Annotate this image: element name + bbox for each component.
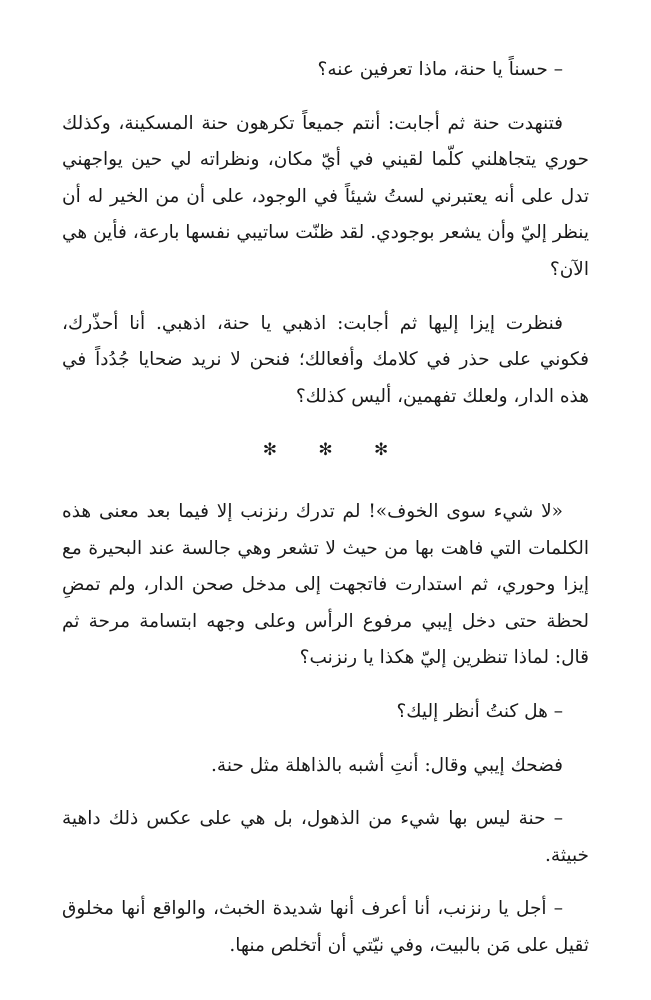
section-separator: ✻ ✻ ✻ bbox=[262, 440, 407, 461]
book-page bbox=[62, 52, 589, 981]
paragraph: – حسناً يا حنة، ماذا تعرفين عنه؟ bbox=[317, 59, 563, 80]
paragraph: فضحك إيبي وقال: أنتِ أشبه بالذاهلة مثل حنة. bbox=[211, 754, 563, 776]
paragraph: فنظرت إيزا إليها ثم أجابت: اذهبي يا حنة، اذهبي. أنا أحذّرك، فكوني على حذر في كلامك وأفعالك؛ فنحن لا نريد ضحايا جُدُداً في هذه الدار، ولعلك تفهمين، أليس كذلك؟ bbox=[62, 312, 589, 407]
paragraph: «لا شيء سوى الخوف»! لم تدرك رنزنب إلا فيما بعد معنى هذه الكلمات التي فاهت بها من حيث لا تشعر وهي جالسة عند البحيرة مع إيزا وحوري، ثم استدارت فاتجهت إلى مدخل صحن الدار، ولم تمضِ لحظة حتى دخل إيبي مرفوع الرأس وعلى وجهه ابتسامة مرحة ثم قال: لماذا تنظرين إليّ هكذا يا رنزنب؟ bbox=[62, 500, 589, 669]
paragraph: فتنهدت حنة ثم أجابت: أنتم جميعاً تكرهون حنة المسكينة، وكذلك حوري يتجاهلني كلّما لقيني في أيّ مكان، ونظراته لي حين يواجهني تدل على أنه يعتبرني لستُ شيئاً في الوجود، على أن من الخير له أن ينظر إليّ وأن يشعر بوجودي. لقد ظنّت ساتيبي نفسها بارعة، فأين هي الآن؟ bbox=[62, 112, 589, 280]
paragraph: – أجل يا رنزنب، أنا أعرف أنها شديدة الخبث، والواقع أنها مخلوق ثقيل على مَن بالبيت، وفي نيّتي أن أتخلص منها. bbox=[62, 898, 589, 956]
paragraph: – هل كنتُ أنظر إليك؟ bbox=[396, 700, 563, 722]
paragraph: – حنة ليس بها شيء من الذهول، بل هي على عكس ذلك داهية خبيثة. bbox=[62, 808, 589, 866]
